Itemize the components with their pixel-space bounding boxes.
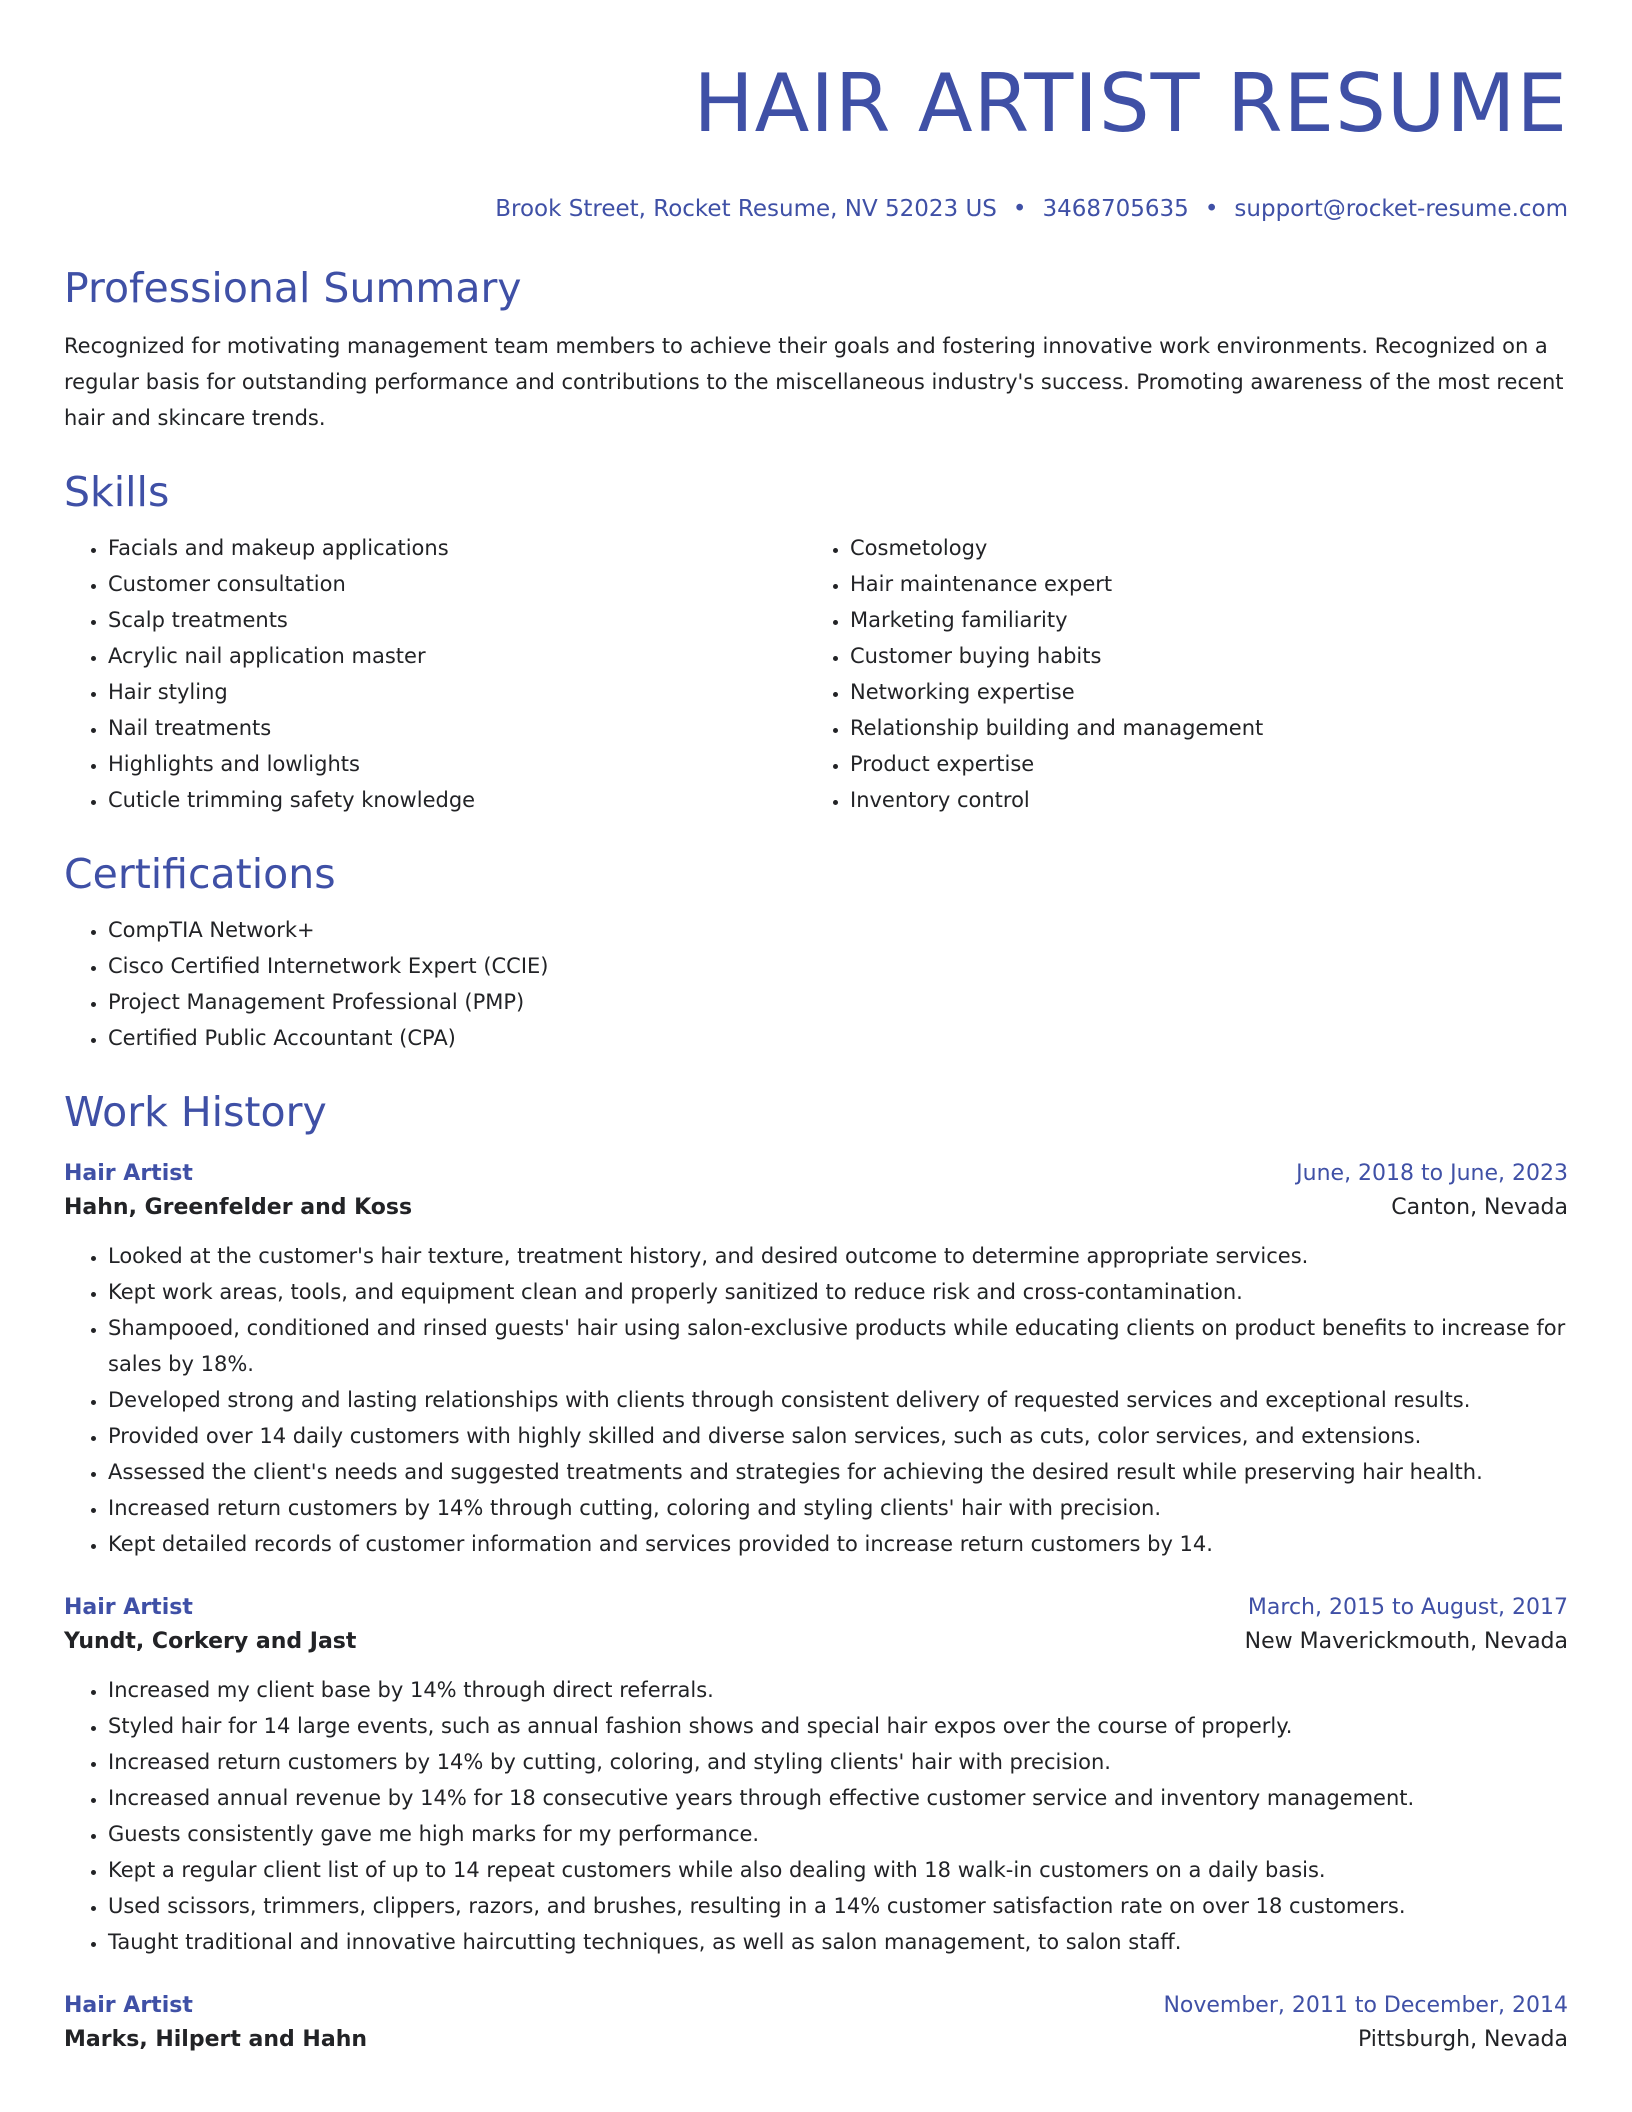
skills-heading: Skills <box>64 468 170 516</box>
skill-item: • Inventory control <box>850 782 1548 818</box>
job-bullet: • Increased return customers by 14% through cutting, coloring and styling clients' hair with precision. <box>108 1490 1568 1526</box>
job-entry <box>64 1158 1568 1562</box>
skill-item: • Product expertise <box>850 746 1548 782</box>
resume-title: HAIR ARTIST RESUME <box>693 57 1568 150</box>
job-company: Marks, Hilpert and Hahn <box>64 2027 368 2052</box>
skill-item: • Hair styling <box>108 674 806 710</box>
certification-item: • Cisco Certified Internetwork Expert (CCIE) <box>108 948 1568 984</box>
job-location: Pittsburgh, Nevada <box>1357 2027 1568 2052</box>
job-header <box>64 1990 1568 2022</box>
skill-item: • Nail treatments <box>108 710 806 746</box>
job-dates: June, 2018 to June, 2023 <box>1296 1161 1568 1186</box>
certifications-list <box>64 912 1568 1056</box>
job-company: Hahn, Greenfelder and Koss <box>64 1195 413 1220</box>
job-bullet: • Increased my client base by 14% through direct referrals. <box>108 1672 1568 1708</box>
job-bullet: • Taught traditional and innovative haircutting techniques, as well as salon management, to salon staff. <box>108 1924 1568 1960</box>
contact-line <box>64 194 1568 224</box>
contact-separator: • <box>1012 196 1027 222</box>
job-bullet: • Kept detailed records of customer information and services provided to increase return customers by 14. <box>108 1526 1568 1562</box>
job-dates: March, 2015 to August, 2017 <box>1247 1595 1568 1620</box>
skill-item: • Customer consultation <box>108 566 806 602</box>
skill-item: • Hair maintenance expert <box>850 566 1548 602</box>
job-bullet: • Styled hair for 14 large events, such as annual fashion shows and special hair expos over the course of properly. <box>108 1708 1568 1744</box>
job-bullet: • Assessed the client's needs and suggested treatments and strategies for achieving the desired result while preserving hair health. <box>108 1454 1568 1490</box>
skill-item: • Highlights and lowlights <box>108 746 806 782</box>
skills-column-right <box>806 530 1548 818</box>
certification-item: • Certified Public Accountant (CPA) <box>108 1020 1568 1056</box>
skills-list-right <box>806 530 1548 818</box>
skill-item: • Customer buying habits <box>850 638 1548 674</box>
summary-text: Recognized for motivating management team members to achieve their goals and fostering innovative work environments. Recognized on a regular basis for outstanding performance and contributions to the miscellaneous industry's success. Promoting awareness of the most recent hair and skincare trends. <box>64 334 1564 430</box>
job-location: Canton, Nevada <box>1391 1195 1568 1220</box>
skill-item: • Marketing familiarity <box>850 602 1548 638</box>
job-title: Hair Artist <box>64 1161 193 1186</box>
job-title: Hair Artist <box>64 1595 193 1620</box>
job-company: Yundt, Corkery and Jast <box>64 1629 357 1654</box>
job-bullets <box>64 1672 1568 1960</box>
job-bullet: • Developed strong and lasting relationships with clients through consistent delivery of requested services and exceptional results. <box>108 1382 1568 1418</box>
job-subheader <box>64 1190 1568 1226</box>
job-location: New Maverickmouth, Nevada <box>1244 1629 1568 1654</box>
job-bullet: • Looked at the customer's hair texture, treatment history, and desired outcome to determine appropriate services. <box>108 1238 1568 1274</box>
job-entry <box>64 1592 1568 1960</box>
job-bullet: • Used scissors, trimmers, clippers, razors, and brushes, resulting in a 14% customer satisfaction rate on over 18 customers. <box>108 1888 1568 1924</box>
certifications-heading: Certifications <box>64 850 336 898</box>
certification-item: • CompTIA Network+ <box>108 912 1568 948</box>
skill-item: • Cuticle trimming safety knowledge <box>108 782 806 818</box>
job-bullet: • Shampooed, conditioned and rinsed guests' hair using salon-exclusive products while educating clients on product benefits to increase for sales by 18%. <box>108 1310 1568 1382</box>
contact-separator: • <box>1204 196 1219 222</box>
job-bullet: • Kept a regular client list of up to 14 repeat customers while also dealing with 18 walk-in customers on a daily basis. <box>108 1852 1568 1888</box>
skill-item: • Cosmetology <box>850 530 1548 566</box>
job-title: Hair Artist <box>64 1993 193 2018</box>
job-bullet: • Increased annual revenue by 14% for 18 consecutive years through effective customer service and inventory management. <box>108 1780 1568 1816</box>
job-bullet: • Kept work areas, tools, and equipment clean and properly sanitized to reduce risk and cross-contamination. <box>108 1274 1568 1310</box>
work-history-heading: Work History <box>64 1088 327 1136</box>
contact-phone: 3468705635 <box>1042 196 1189 222</box>
skill-item: • Networking expertise <box>850 674 1548 710</box>
skill-item: • Acrylic nail application master <box>108 638 806 674</box>
job-entry <box>64 1990 1568 2058</box>
skills-column-left <box>64 530 806 818</box>
job-bullet: • Guests consistently gave me high marks for my performance. <box>108 1816 1568 1852</box>
contact-address: Brook Street, Rocket Resume, NV 52023 US <box>495 196 997 222</box>
contact-email: support@rocket-resume.com <box>1234 196 1568 222</box>
skill-item: • Scalp treatments <box>108 602 806 638</box>
skill-item: • Relationship building and management <box>850 710 1548 746</box>
skill-item: • Facials and makeup applications <box>108 530 806 566</box>
job-dates: November, 2011 to December, 2014 <box>1163 1993 1568 2018</box>
job-subheader <box>64 1624 1568 1660</box>
job-subheader <box>64 2022 1568 2058</box>
resume-page <box>64 0 1568 2058</box>
skills-columns <box>64 530 1568 818</box>
job-header <box>64 1592 1568 1624</box>
job-header <box>64 1158 1568 1190</box>
skills-list-left <box>64 530 806 818</box>
certification-item: • Project Management Professional (PMP) <box>108 984 1568 1020</box>
job-bullet: • Provided over 14 daily customers with highly skilled and diverse salon services, such as cuts, color services, and extensions. <box>108 1418 1568 1454</box>
job-bullets <box>64 1238 1568 1562</box>
summary-heading: Professional Summary <box>64 264 522 312</box>
job-bullet: • Increased return customers by 14% by cutting, coloring, and styling clients' hair with precision. <box>108 1744 1568 1780</box>
